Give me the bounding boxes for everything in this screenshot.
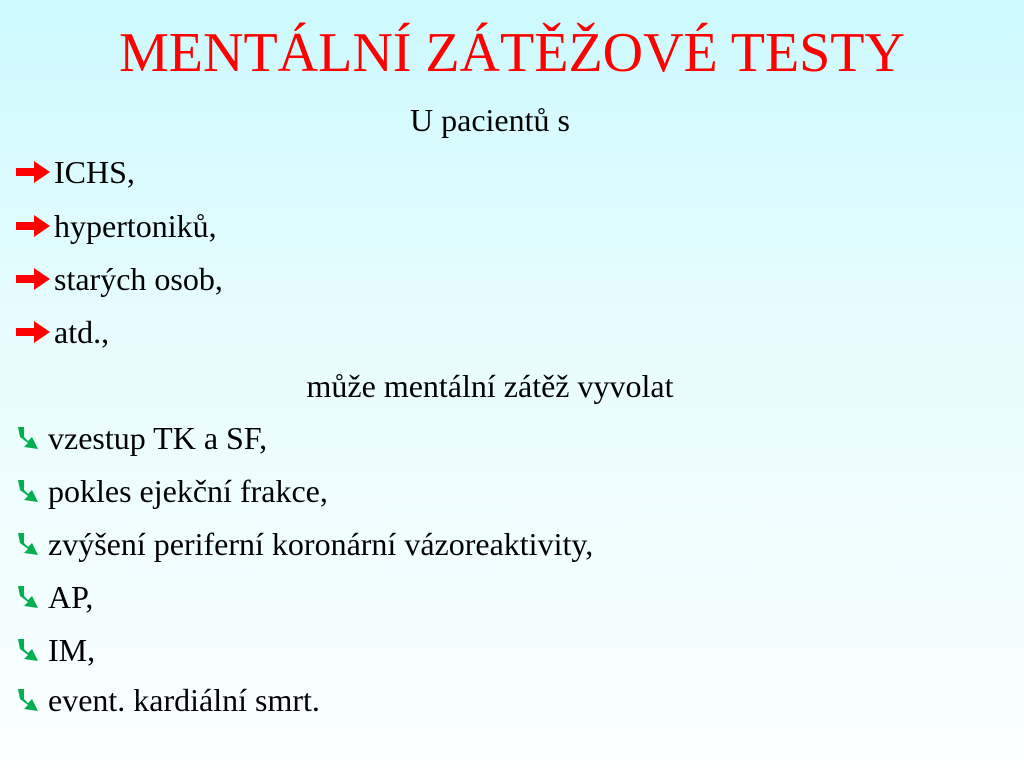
down-right-arrow-icon: [14, 531, 42, 557]
bullet-text: IM,: [48, 632, 96, 668]
right-arrow-icon: [14, 213, 52, 239]
right-arrow-icon: [14, 266, 52, 292]
bullet-text: AP,: [48, 579, 94, 615]
down-right-arrow-icon: [14, 478, 42, 504]
slide-subtitle: U pacientů s: [410, 102, 570, 138]
right-arrow-icon: [14, 159, 52, 185]
bullet-item-hypertoniku: [14, 206, 217, 246]
bullet-text: hypertoniků,: [54, 208, 217, 244]
middle-text: může mentální zátěž vyvolat: [306, 368, 674, 404]
bullet-item-atd: [14, 312, 109, 352]
bullet-item-event: [14, 680, 320, 720]
bullet-text: atd.,: [54, 314, 110, 350]
bullet-text: vzestup TK a SF,: [48, 420, 268, 456]
bullet-item-vzestup: [14, 418, 267, 458]
down-right-arrow-icon: [14, 687, 42, 713]
bullet-item-zvyseni: [14, 524, 593, 564]
slide-title: MENTÁLNÍ ZÁTĚŽOVÉ TESTY: [119, 22, 905, 84]
bullet-item-pokles: [14, 471, 328, 511]
bullet-text: zvýšení periferní koronární vázoreaktivity,: [48, 526, 594, 562]
down-right-arrow-icon: [14, 425, 42, 451]
down-right-arrow-icon: [14, 637, 42, 663]
bullet-text: starých osob,: [54, 261, 223, 297]
bullet-text: ICHS,: [54, 154, 135, 190]
bullet-text: pokles ejekční frakce,: [48, 473, 328, 509]
bullet-item-im: [14, 630, 95, 670]
right-arrow-icon: [14, 319, 52, 345]
down-right-arrow-icon: [14, 584, 42, 610]
bullet-item-ichs: [14, 152, 135, 192]
bullet-item-ap: [14, 577, 93, 617]
bullet-item-starych-osob: [14, 259, 223, 299]
bullet-text: event. kardiální smrt.: [48, 682, 320, 718]
